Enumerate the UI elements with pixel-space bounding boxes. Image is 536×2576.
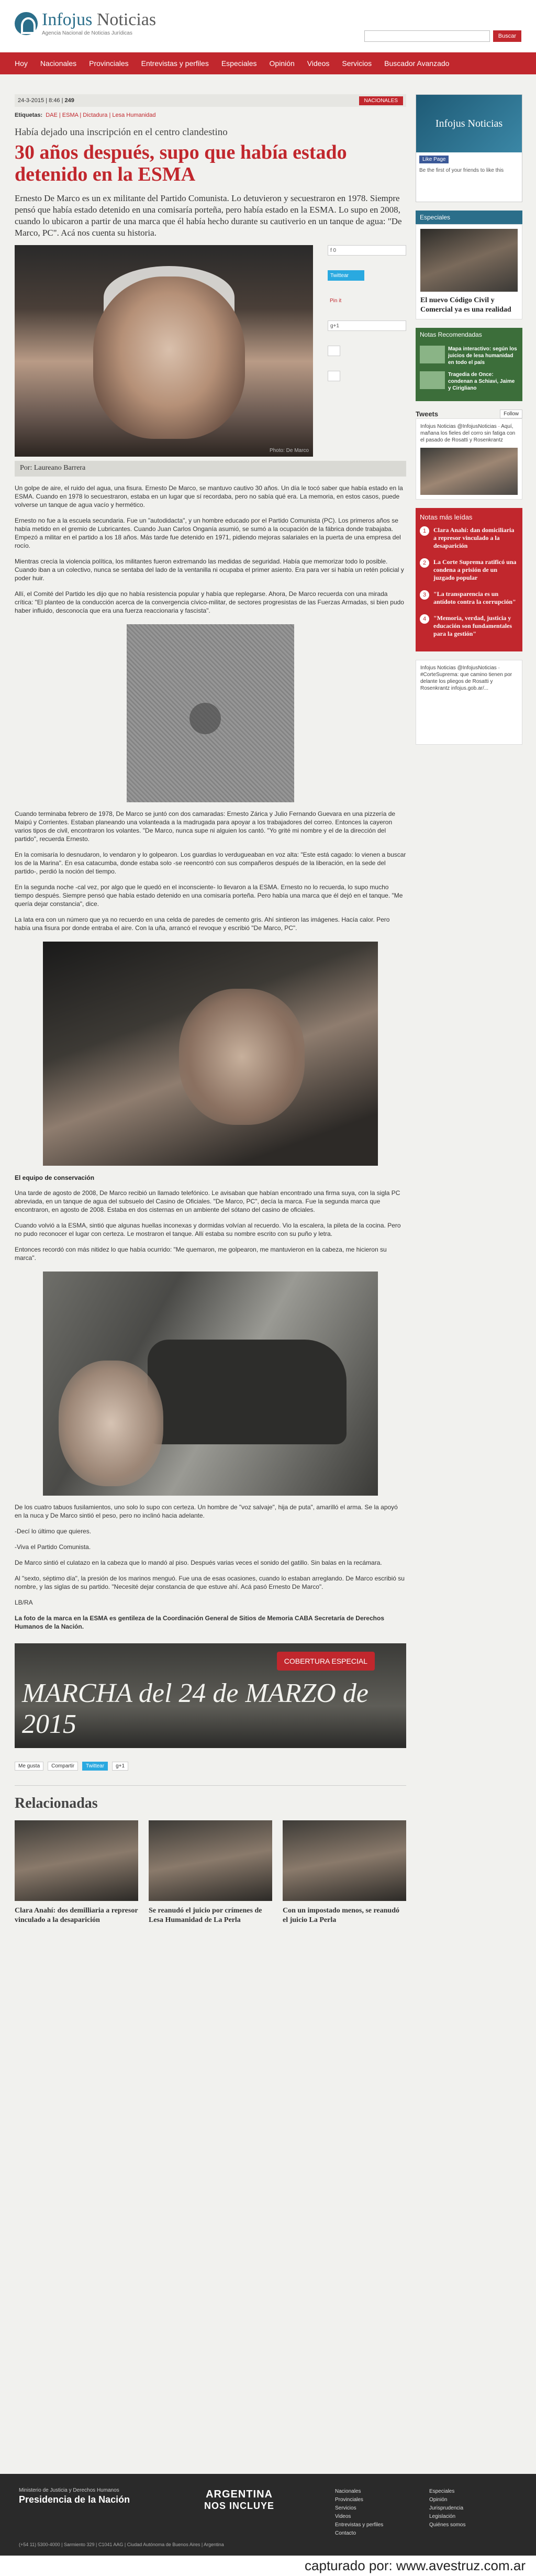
recomendada-item[interactable]: Mapa interactivo: según los juicios de lesa humanidad en todo el país bbox=[420, 346, 518, 366]
car-shape bbox=[148, 1340, 347, 1444]
ministry-logo[interactable]: Ministerio de Justicia y Derechos Humanos Presidencia de la Nación bbox=[19, 2487, 130, 2505]
paragraph: -Viva el Partido Comunista. bbox=[15, 1543, 91, 1551]
article-lead: Ernesto De Marco es un ex militante del Partido Comunista. Lo detuvieron y secuestraron en 1978. Siempre pensó que había estado detenido en una comisaría porteña, pero había estado en la ESMA. Lo supo en 2008, cuando lo ubicaron a partir de una marca que él había hecho durante su cautiverio en un tanque de agua: "De Marco, PC". Acá nos cuenta su historia. bbox=[15, 193, 402, 238]
mas-leida-item[interactable]: 4 "Memoria, verdad, justicia y educación son fundamentales para la gestión" bbox=[420, 614, 518, 638]
twitter-share-button[interactable]: Twittear bbox=[328, 270, 364, 281]
facebook-share-button[interactable]: f 0 bbox=[328, 245, 406, 256]
capture-watermark: capturado por: www.avestruz.com.ar bbox=[0, 2556, 536, 2576]
paragraph: Cuando volvió a la ESMA, sintió que algunas huellas inconexas y dormidas volvían al recuerdo. Vio la escalera, la pileta de la cocina. Pero no pudo reconocer el lugar con certeza. Le mostraron el tanque. Allí estaba su nombre escrito con su puño y letra. bbox=[15, 1222, 401, 1237]
article-title: 30 años después, supo que había estado detenido en la ESMA bbox=[15, 141, 347, 185]
paragraph: LB/RA bbox=[15, 1599, 33, 1606]
rank-badge: 4 bbox=[420, 614, 429, 624]
related-list bbox=[15, 1820, 406, 1925]
site-logo[interactable] bbox=[15, 10, 156, 36]
tweet-card-2: Infojus Noticias @InfojusNoticias · #CorteSuprema: que camino tienen por delante los pliegos de Rosatti y Rosenkrantz infojus.gob.ar/... bbox=[416, 660, 522, 745]
site-footer bbox=[0, 2474, 536, 2556]
recomendada-item[interactable]: Tragedia de Once: condenan a Schiavi, Jaime y Cirigliano bbox=[420, 371, 518, 392]
related-thumb bbox=[283, 1820, 406, 1901]
rank-badge: 3 bbox=[420, 590, 429, 600]
car-photo bbox=[43, 1272, 378, 1496]
paragraph: En la segunda noche -cal vez, por algo que le quedó en el inconsciente- lo llevaron a la ESMA. Ernesto no lo recuerda, lo supo mucho tiempo después. Siempre pensó que había estado detenido en una comisaría porteña. Pero había una marca que él dejó en el tanque. "Me quería dejar constancia", dice. bbox=[15, 883, 403, 908]
especiales-title: El nuevo Código Civil y Comercial ya es una realidad bbox=[420, 296, 511, 314]
nav-servicios[interactable]: Servicios bbox=[342, 59, 372, 68]
mark-photo bbox=[127, 624, 294, 802]
nav-entrevistas[interactable]: Entrevistas y perfiles bbox=[141, 59, 209, 68]
related-item[interactable]: Con un impostado menos, se reanudó el juicio La Perla bbox=[283, 1820, 406, 1925]
related-heading: Relacionadas bbox=[15, 1785, 406, 1812]
rec-thumb bbox=[420, 371, 445, 389]
fb-share-button[interactable]: Compartir bbox=[48, 1762, 78, 1771]
rec-thumb bbox=[420, 346, 445, 363]
logo-mark-icon bbox=[15, 12, 38, 35]
gplus-button[interactable]: g+1 bbox=[328, 320, 406, 331]
paragraph: Cuando terminaba febrero de 1978, De Marco se juntó con dos camaradas: Ernesto Zárica y Julio Fernando Guevara en una pizzería de Maipú y Corrientes. Estaban planeando una volanteada a la madrugada para apoyar a los trabajadores del correo. Entonces la cayeron varios tipos de civil, encontraron los volantes. "De Marco, nunca supe ni alguien los cantó. "Yo grité mi nombre y el de la dirección del partido", recuerda Ernesto. bbox=[15, 810, 396, 843]
fb-like-page-button[interactable]: Like Page bbox=[419, 156, 449, 163]
related-item[interactable]: Se reanudó el juicio por crímenes de Lesa Humanidad de La Perla bbox=[149, 1820, 272, 1925]
sidebar bbox=[416, 94, 522, 745]
follow-button[interactable]: Follow bbox=[500, 410, 522, 418]
mas-leidas-heading: Notas más leídas bbox=[420, 513, 473, 521]
related-thumb bbox=[149, 1820, 272, 1901]
marcha-text: MARCHA del 24 de MARZO de 2015 bbox=[22, 1678, 368, 1739]
nav-buscador[interactable]: Buscador Avanzado bbox=[384, 59, 450, 68]
footer-links-col2: Especiales Opinión Jurisprudencia Legislación Quiénes somos bbox=[429, 2489, 466, 2528]
bottom-share-bar bbox=[15, 1762, 406, 1771]
paragraph: De los cuatro tabuos fusilamientos, uno solo lo supo con certeza. Un hombre de "voz salvaje", hija de puta", amarilló el arma. Se la apoyó en la nuca y De Marco sintió el peso, pero no inclinó hacia adelante. bbox=[15, 1503, 398, 1519]
subhead: El equipo de conservación bbox=[15, 1174, 95, 1181]
paragraph: De Marco sintió el culatazo en la cabeza que lo mandó al piso. Después varias veces el sonido del gatillo. Sin balas en la recámara. bbox=[15, 1559, 382, 1566]
mas-leidas-box bbox=[416, 508, 522, 651]
cobertura-badge: COBERTURA ESPECIAL bbox=[277, 1652, 375, 1671]
nav-hoy[interactable]: Hoy bbox=[15, 59, 28, 68]
logo-subtitle: Agencia Nacional de Noticias Jurídicas bbox=[42, 30, 132, 36]
fb-like-button[interactable]: Me gusta bbox=[15, 1762, 43, 1771]
paragraph: -Decí lo último que quieres. bbox=[15, 1528, 92, 1535]
portrait-face bbox=[179, 989, 305, 1125]
pinterest-button[interactable]: Pin it bbox=[330, 297, 342, 304]
footer-links-col1: Nacionales Provinciales Servicios Videos Entrevistas y perfiles Contacto bbox=[335, 2489, 384, 2536]
search-bar bbox=[364, 30, 521, 42]
tweets-header: Tweets Follow bbox=[416, 410, 522, 418]
fb-text: Be the first of your friends to like this bbox=[419, 168, 504, 173]
photo-credit: Photo: De Marco bbox=[269, 448, 309, 454]
article-column bbox=[15, 94, 406, 1925]
mas-leida-item[interactable]: 1 Clara Anahí: dan domiciliaria a represor vinculado a la desaparición bbox=[420, 526, 518, 550]
rank-badge: 2 bbox=[420, 558, 429, 568]
paragraph: En la comisaría lo desnudaron, lo vendaron y lo golpearon. Los guardias lo verdugueaban en voz alta: "Este está cagado: lo vienen a buscar los de la Marina". En esa catacumba, donde estaba solo -se reencontró con sus compañeros después de la liberación, en la sede del partido-, perdió la noción del tiempo. bbox=[15, 851, 406, 875]
tweet-image bbox=[420, 448, 518, 495]
paragraph: Allí, el Comité del Partido les dijo que no había resistencia popular y había que replegarse. Ahora, De Marco recuerda con una mirada crítica: "El planteo de la conducción acerca de la convergencia cívico-militar, de sectores progresistas de las Fuerzas Armadas, si bien pudo haber influido, desconocía que era una fuerza reaccionaria y fascista". bbox=[15, 590, 404, 614]
portrait-photo bbox=[43, 942, 378, 1166]
paragraph: Mientras crecía la violencia política, los militantes fueron extremando las medidas de seguridad. Había que memorizar todo lo posible. Cuando iban a un colectivo, nunca se sentaba del lado de la ventanilla ni ocupaba el primer asiento. Era para ver si había un retén policial y poder huir. bbox=[15, 558, 404, 582]
banner-caption: La foto de la marca en la ESMA es gentileza de la Coordinación General de Sitios de Memoria CABA Secretaría de Derechos Humanos de la Nación. bbox=[15, 1615, 384, 1630]
twitter-button[interactable]: Twittear bbox=[82, 1762, 108, 1771]
section-tag[interactable]: NACIONALES bbox=[359, 96, 403, 105]
tweet-card: Infojus Noticias @InfojusNoticias · Aquí, mañana los fieles del corro sin fatiga con el pasado de Rosatti y Rosenkrantz bbox=[416, 418, 522, 500]
gplus-button[interactable]: g+1 bbox=[112, 1762, 128, 1771]
article-date: 24-3-2015 | 8:46 | 249 bbox=[18, 97, 74, 104]
tags-line[interactable]: Etiquetas: DAE | ESMA | Dictadura | Lesa Humanidad bbox=[15, 112, 156, 118]
byline: Por: Laureano Barrera bbox=[15, 461, 406, 477]
recomendadas-heading: Notas Recomendadas bbox=[416, 328, 522, 341]
paragraph: Un golpe de aire, el ruido del agua, una fisura. Ernesto De Marco, se mantuvo cautivo 30 años. Un día le tocó saber que había estado en la ESMA. Cuando en 1978 lo secuestraron, estaba en un lugar que sí recordaba, pero no sabía qué era. La memoria, en estos casos, puede volverse un tanque de agua vacío y hermético. bbox=[15, 484, 403, 508]
photo-face bbox=[93, 277, 245, 439]
email-icon[interactable] bbox=[328, 371, 340, 381]
paragraph: Al "sexto, séptimo día", la presión de los marinos menguó. Fue una de esas ocasiones, cuando lo estaban arreglando. De Marco escribió su nombre, y las siglas de su partido. "Necesité dejar constancia de que estuve ahí. Acá pasó Ernesto De Marco". bbox=[15, 1575, 405, 1590]
mas-leida-item[interactable]: 2 La Corte Suprema ratificó una condena a prisión de un juzgado popular bbox=[420, 558, 518, 582]
nav-provinciales[interactable]: Provinciales bbox=[89, 59, 129, 68]
date-bar bbox=[15, 94, 406, 107]
especiales-heading: Especiales bbox=[416, 211, 522, 224]
paragraph: Una tarde de agosto de 2008, De Marco recibió un llamado telefónico. Le avisaban que habían encontrado una firma suya, con la sigla PC abreviada, en un tanque de agua del subsuelo del Casino de Oficiales. "De Marco, PC", decía la marca. Fue la segunda marca que encontraron, en agosto de 2008. Estaba en dos cisternas en un ambiente del sótano del casino de oficiales. bbox=[15, 1189, 400, 1213]
logo-text: Infojus Noticias bbox=[42, 10, 157, 29]
search-input[interactable] bbox=[364, 30, 490, 42]
site-header bbox=[0, 0, 536, 52]
article-body bbox=[15, 484, 406, 1631]
related-item[interactable]: Clara Anahí: dos demilliaria a represor vinculado a la desaparición bbox=[15, 1820, 138, 1925]
main-nav bbox=[0, 52, 536, 74]
especiales-image bbox=[420, 229, 518, 292]
related-thumb bbox=[15, 1820, 138, 1901]
nav-opinion[interactable]: Opinión bbox=[269, 59, 295, 68]
marcha-banner[interactable] bbox=[15, 1643, 406, 1748]
facebook-widget bbox=[416, 94, 522, 202]
print-icon[interactable] bbox=[328, 346, 340, 356]
fb-cover: Infojus Noticias bbox=[416, 95, 522, 152]
article-kicker: Había dejado una inscripción en el centro clandestino bbox=[15, 127, 228, 138]
recomendadas-list bbox=[416, 341, 522, 401]
man-shape bbox=[59, 1361, 163, 1486]
footer-address: (+54 11) 5300-4000 | Sarmiento 329 | C1041 AAG | Ciudad Autónoma de Buenos Aires | Argentina bbox=[19, 2542, 224, 2547]
mas-leida-item[interactable]: 3 "La transparencia es un antídoto contra la corrupción" bbox=[420, 590, 518, 606]
paragraph: La lata era con un número que ya no recuerdo en una celda de paredes de cemento gris. Ahí sintieron las imágenes. Hacía calor. Pero había una fisura por donde entraba el aire. Con la uña, arrancó el revoque y escribió "De Marco, PC". bbox=[15, 916, 390, 932]
paragraph: Entonces recordó con más nitidez lo que había ocurrido: "Me quemaron, me golpearon, me mantuvieron en la cabeza, me hicieron su marca". bbox=[15, 1246, 387, 1262]
especiales-card[interactable] bbox=[416, 224, 522, 319]
share-column bbox=[328, 245, 406, 457]
paragraph: Ernesto no fue a la escuela secundaria. Fue un "autodidacta", y un hombre educado por el Partido Comunista (PC). Los primeros años se había metido en el gremio de Lubricantes. Cuando Juan Carlos Onganía asumió, se sumó a la ocupación de la fábrica donde trabajaba. Empezó a militar en el partido a los 18 años. Más tarde fue detenido en 1971, pidiendo mejoras salariales en la puerta de una empresa del rocío. bbox=[15, 517, 401, 549]
argentina-logo: ARGENTINA NOS INCLUYE bbox=[204, 2489, 275, 2511]
main-photo bbox=[15, 245, 313, 457]
photo-row bbox=[15, 245, 406, 457]
nav-nacionales[interactable]: Nacionales bbox=[40, 59, 77, 68]
search-button[interactable]: Buscar bbox=[493, 30, 521, 42]
rank-badge: 1 bbox=[420, 526, 429, 536]
nav-especiales[interactable]: Especiales bbox=[221, 59, 257, 68]
nav-videos[interactable]: Videos bbox=[307, 59, 330, 68]
